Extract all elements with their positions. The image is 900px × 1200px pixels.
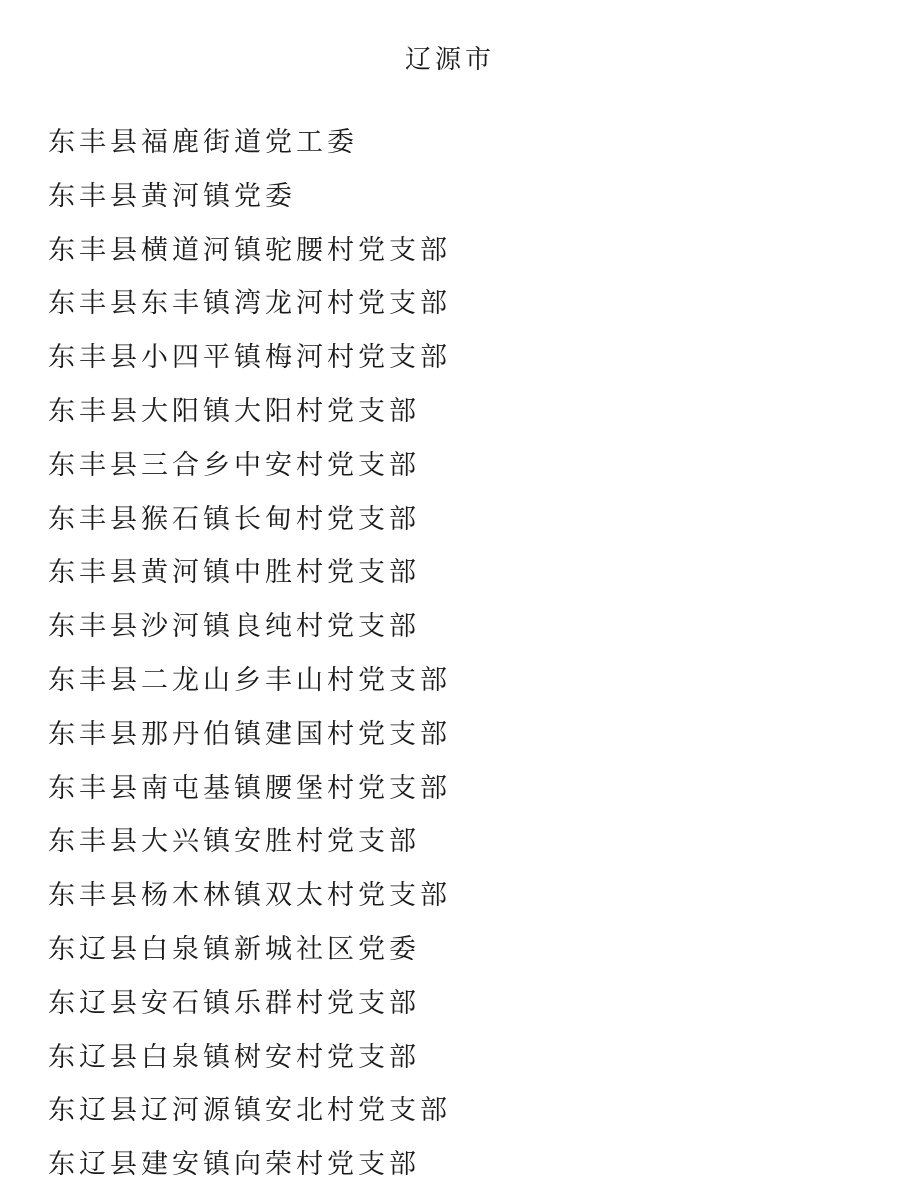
list-item: 东丰县黄河镇党委 <box>48 180 296 212</box>
organization-list <box>48 116 451 1192</box>
page-title: 辽源市 <box>404 45 495 75</box>
list-item: 东丰县杨木林镇双太村党支部 <box>48 880 451 912</box>
list-item: 东辽县白泉镇树安村党支部 <box>48 1041 420 1073</box>
list-item: 东丰县南屯基镇腰堡村党支部 <box>48 772 451 804</box>
list-item: 东辽县建安镇向荣村党支部 <box>48 1149 420 1181</box>
list-item: 东丰县那丹伯镇建国村党支部 <box>48 718 451 750</box>
list-item: 东丰县横道河镇驼腰村党支部 <box>48 234 451 266</box>
list-item: 东辽县辽河源镇安北村党支部 <box>48 1095 451 1127</box>
list-item: 东丰县三合乡中安村党支部 <box>48 449 420 481</box>
list-item: 东丰县二龙山乡丰山村党支部 <box>48 664 451 696</box>
list-item: 东丰县大阳镇大阳村党支部 <box>48 395 420 427</box>
list-item: 东丰县大兴镇安胜村党支部 <box>48 826 420 858</box>
list-item: 东丰县东丰镇湾龙河村党支部 <box>48 288 451 320</box>
list-item: 东辽县安石镇乐群村党支部 <box>48 987 420 1019</box>
list-item: 东丰县沙河镇良纯村党支部 <box>48 611 420 643</box>
list-item: 东丰县福鹿街道党工委 <box>48 127 358 158</box>
list-item: 东丰县小四平镇梅河村党支部 <box>48 342 451 374</box>
list-item: 东丰县黄河镇中胜村党支部 <box>48 557 420 589</box>
list-item: 东丰县猴石镇长甸村党支部 <box>48 503 420 535</box>
list-item: 东辽县白泉镇新城社区党委 <box>48 933 420 965</box>
